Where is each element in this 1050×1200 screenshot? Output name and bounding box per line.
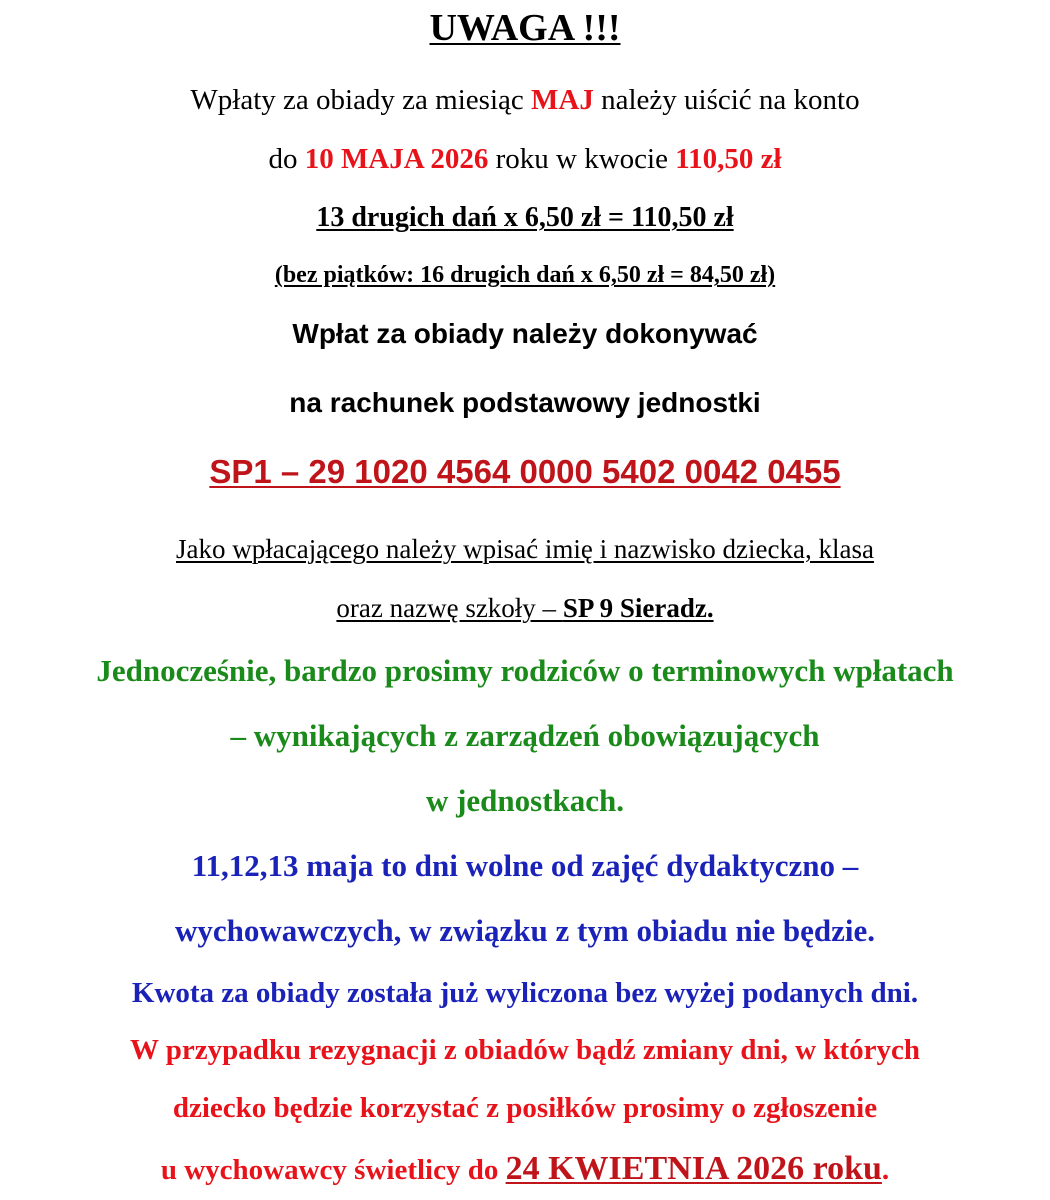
resignation-deadline: 24 KWIETNIA 2026 roku: [505, 1150, 882, 1187]
days-off-line-1: 11,12,13 maja to dni wolne od zajęć dydaktyczno –: [191, 848, 859, 883]
timely-payment-request-line-1: Jednocześnie, bardzo prosimy rodziców o terminowych wpłatach: [96, 653, 954, 688]
payment-month-pre: Wpłaty za obiady za miesiąc: [190, 84, 532, 116]
resignation-deadline-line: [0, 1150, 1050, 1188]
payment-month: MAJ: [531, 84, 594, 116]
school-name-pre: oraz nazwę szkoły –: [336, 593, 563, 623]
calculation-no-fridays-line: (bez piątków: 16 drugich dań x 6,50 zł = 84,50 zł): [274, 262, 776, 288]
bank-account-number: SP1 – 29 1020 4564 0000 5402 0042 0455: [209, 453, 841, 490]
calculation-line: 13 drugich dań x 6,50 zł = 110,50 zł: [316, 202, 734, 233]
days-off-line-2: wychowawczych, w związku z tym obiadu nie będzie.: [174, 913, 876, 948]
notice-title: UWAGA !!!: [429, 7, 621, 49]
account-intro-line: na rachunek podstawowy jednostki: [289, 387, 761, 418]
resignation-deadline-pre: u wychowawcy świetlicy do: [160, 1154, 506, 1186]
school-name: SP 9 Sieradz.: [562, 593, 714, 623]
resignation-info-line-1: W przypadku rezygnacji z obiadów bądź zmiany dni, w których: [129, 1034, 921, 1066]
payer-instruction-line: Jako wpłacającego należy wpisać imię i nazwisko dziecka, klasa: [176, 534, 874, 564]
payment-deadline-pre: do: [268, 143, 305, 175]
resignation-deadline-post: .: [881, 1154, 890, 1186]
payment-month-post: należy uiścić na konto: [593, 84, 860, 116]
timely-payment-request-line-2: – wynikających z zarządzeń obowiązujących: [230, 718, 820, 753]
amount-calculated-line: Kwota za obiady została już wyliczona bez wyżej podanych dni.: [131, 977, 919, 1009]
payment-amount: 110,50 zł: [675, 143, 782, 175]
school-name-line: [0, 593, 1050, 624]
timely-payment-request-line-3: w jednostkach.: [425, 783, 625, 818]
payment-deadline: 10 MAJA 2026: [304, 143, 489, 175]
payment-deadline-mid: roku w kwocie: [488, 143, 676, 175]
payment-month-line: [0, 84, 1050, 117]
resignation-info-line-2: dziecko będzie korzystać z posiłków prosimy o zgłoszenie: [172, 1092, 878, 1124]
payment-instruction-line: Wpłat za obiady należy dokonywać: [292, 318, 758, 349]
payment-deadline-line: [0, 143, 1050, 176]
